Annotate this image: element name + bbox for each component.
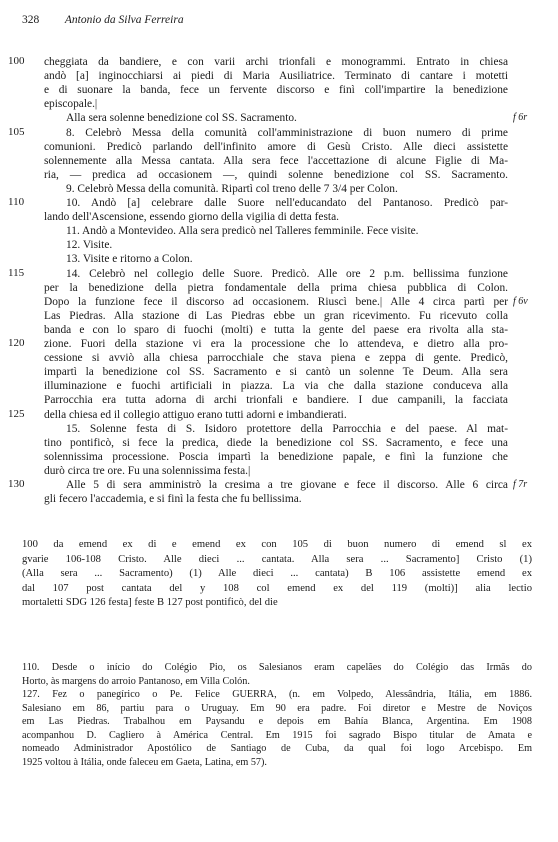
line-number: 115 — [8, 266, 25, 279]
text-line: gli fecero l'accademia, e si finì la festa che fu bellissima. — [44, 493, 302, 506]
note-line: nomeado Administrador Apostólico de Santiago de Cuba, da qual foi logo Arcebispo. Em — [22, 743, 532, 754]
text-line: cheggiata da bandiere, e con varii archi trionfali e monogrammi. Entrato in chiesa — [44, 56, 508, 68]
text-line: Las Piedras. Alla stazione di Las Piedras ebbe un gran ricevimento. Fu ricevuto colla — [44, 309, 508, 322]
note-line: em Las Piedras. Trabalhou em Paysandu e depois em Bahía Blanca, Argentina. Em 1908 — [22, 716, 532, 727]
text-line: solennissima processione. Poscia impartì la benedizione papale, e finì la funzione che — [44, 450, 508, 463]
text-line: 10. Andò [a] celebrare dalle Suore nell'educandato del Pantanoso. Predicò par- — [66, 197, 508, 209]
folio-marker: f 6r — [513, 112, 528, 124]
text-line: impartì la benedizione col SS. Sacramento e si cantò un solenne Te Deum. Alla sera — [44, 366, 508, 379]
text-line: comunioni. Predicò parlando dell'infinito amore di Gesù Cristo. Alle dieci assistette — [44, 140, 508, 153]
text-line: Parrocchia era tutta adorna di archi trionfali e bandiere. I due campanili, la facciata — [44, 394, 508, 407]
text-line: solennemente alla Messa cantata. Alla sera fece l'accettazione di alcune Figlie di Ma- — [44, 154, 508, 167]
note-line: 110. Desde o início do Colégio Pio, os Salesianos eram capelães do Colégio das Irmãs do — [22, 662, 532, 673]
folio-marker: f 6v — [513, 295, 528, 307]
line-number: 100 — [8, 55, 25, 67]
app-line: gvarie 106-108 Cristo. Alle dieci ... cantata. Alla sera ... Sacramento] Cristo (1) — [22, 553, 532, 565]
text-line: 15. Solenne festa di S. Isidoro protettore della Parrocchia e del paese. Al mat- — [66, 422, 508, 435]
note-line: Salesiano em 86, partiu para o Uruguay. Em 90 era padre. Foi diretor e Mestre de Noviços — [22, 702, 532, 714]
text-line: della chiesa ed il collegio attiguo erano tutti adorni e imbandierati. — [44, 408, 347, 421]
text-line: 8. Celebrò Messa della comunità coll'amministrazione di buon numero di prime — [66, 126, 508, 139]
text-line: Dopo la funzione fece il discorso ad occasionem. Riuscì bene.| Alle 4 circa partì per — [44, 295, 508, 308]
text-line: ria, — predica ad occasionem —, quindi solenne benedizione col SS. Sacramento. — [44, 168, 508, 181]
page-header — [22, 14, 542, 26]
app-line: mortaletti SDG 126 festa] feste B 127 post pontificò, del die — [22, 597, 278, 608]
note-line: Horto, às margens do arroio Pantanoso, em Villa Colón. — [22, 675, 250, 687]
line-number: 130 — [8, 478, 25, 490]
text-line: andò [a] inginocchiarsi ai piedi di Maria Ausiliatrice. Terminato di cantare i motetti — [44, 70, 508, 83]
text-line: lando dell'Ascensione, essendo giorno della vigilia di detta festa. — [44, 211, 339, 224]
running-head: Antonio da Silva Ferreira — [64, 14, 184, 26]
text-line: e di suonare la banda, fece un fervente discorso e finì coll'impartire la benedizione — [44, 84, 508, 97]
text-line: 12. Visite. — [66, 239, 113, 252]
text-line: Alle 5 di sera amministrò la cresima a tre giovane e fece il discorso. Alle 6 circa — [66, 479, 508, 491]
text-line: 9. Celebrò Messa della comunità. Ripartì col treno delle 7 3/4 per Colon. — [66, 182, 398, 195]
text-line: cessione si avviò alla chiesa parrocchiale che stava piena e zeppa di gente. Predicò, — [44, 352, 508, 365]
text-line: tino pontificò, si fece la predica, diede la benedizione col SS. Sacramento, e fece una — [44, 436, 508, 449]
line-number: 110 — [8, 196, 25, 208]
text-line: episcopale.| — [44, 98, 98, 111]
note-line: 1925 voltou à Itália, onde faleceu em Gaeta, Latina, em 57). — [22, 756, 267, 768]
line-number: 120 — [8, 337, 25, 349]
text-line: banda e con lo sparo di fuochi (molti) e tutta la gente del paese era rivolta alla sta- — [44, 323, 508, 336]
text-line: 11. Andò a Montevideo. Alla sera predicò nel Talleres femminile. Fece visite. — [66, 225, 419, 238]
text-line: durò circa tre ore. Fu una solennissima festa.| — [44, 464, 251, 477]
text-line: per la benedizione della pietra fondamentale della prima chiesa pubblica di Colon. — [44, 281, 508, 294]
folio-marker: f 7r — [513, 479, 528, 490]
note-line: acompanhou D. Cagliero à América Central. Em 1915 foi sagrado Bispo titular de Amata e — [22, 729, 532, 741]
app-line: dal 107 post cantata del y 108 col emend ex del 119 (molti)] alia lectio — [22, 582, 532, 594]
note-line: 127. Fez o panegírico o Pe. Felice GUERRA, (n. em Volpedo, Alessândria, Itália, em 1886. — [22, 689, 532, 700]
app-line: 100 da emend ex di e emend ex con 105 di buon numero di emend sl ex — [22, 539, 532, 550]
line-number: 105 — [8, 125, 25, 138]
text-line: zione. Fuori della stazione vi era la processione che lo attendeva, e dietro alla pro- — [44, 338, 508, 350]
text-line: 13. Visite e ritorno a Colon. — [66, 253, 193, 266]
text-line: illuminazione e fuochi artificiali in piazza. La via che dalla stazione conduceva alla — [44, 380, 508, 393]
app-line: (Alla sera ... Sacramento) (1) Alle dieci ... cantata) B 106 assistette emend ex — [22, 568, 532, 579]
text-line: 14. Celebrò nel collegio delle Suore. Predicò. Alle ore 2 p.m. bellissima funzione — [66, 267, 508, 280]
text-line: Alla sera solenne benedizione col SS. Sacramento. — [66, 112, 297, 125]
line-number: 125 — [8, 407, 25, 420]
page-number: 328 — [22, 14, 40, 26]
